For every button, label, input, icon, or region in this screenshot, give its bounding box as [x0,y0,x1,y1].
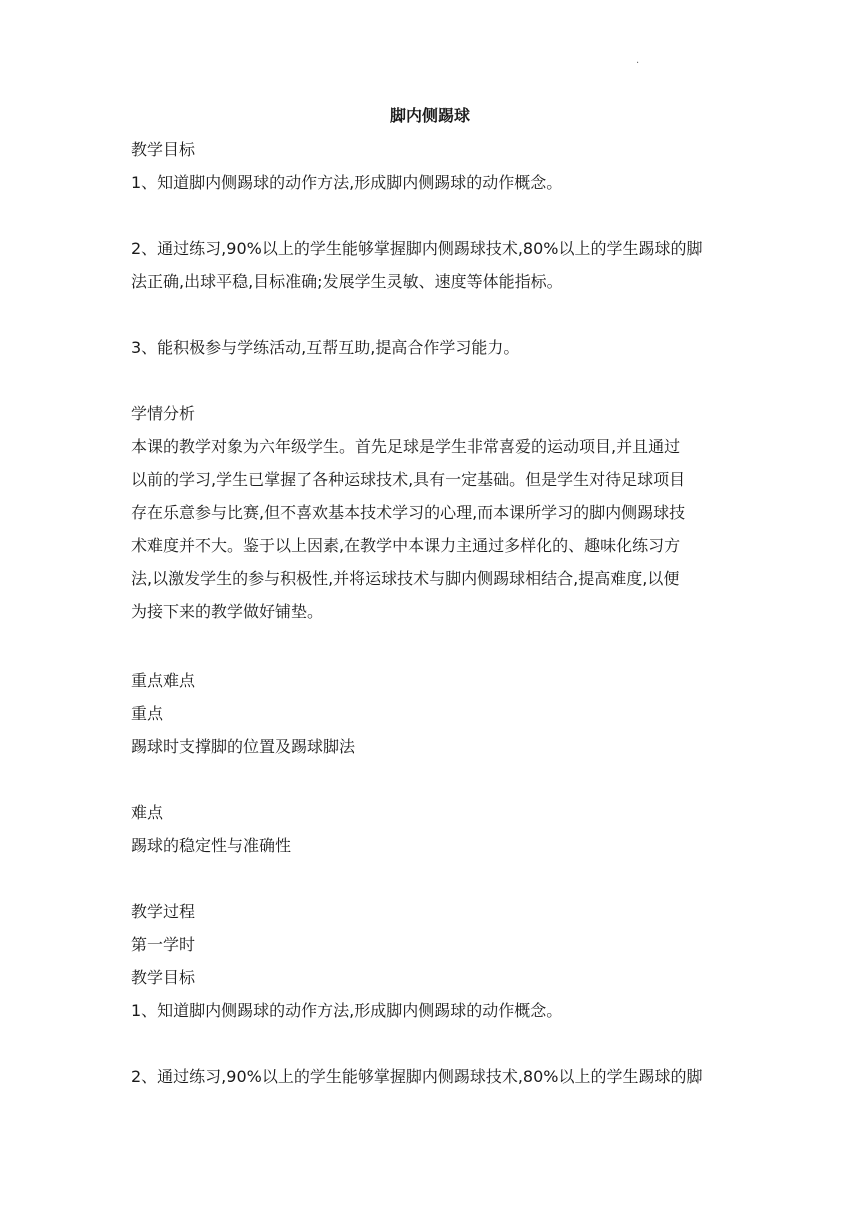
subheading-key-point: 重点 [131,704,164,723]
section-heading-key-points: 重点难点 [131,671,196,690]
analysis-paragraph-line-3: 存在乐意参与比赛,但不喜欢基本技术学习的心理,而本课所学习的脚内侧踢球技 [131,503,686,522]
document-title: 脚内侧踢球 [389,106,470,125]
objective-item-3: 3、能积极参与学练活动,互帮互助,提高合作学习能力。 [131,338,520,357]
objective-item-2-line-2: 法正确,出球平稳,目标准确;发展学生灵敏、速度等体能指标。 [131,272,563,291]
difficulty-text: 踢球的稳定性与准确性 [131,836,292,855]
key-point-text: 踢球时支撑脚的位置及踢球脚法 [131,737,356,756]
subheading-lesson-objectives: 教学目标 [131,968,196,987]
section-heading-objectives: 教学目标 [131,140,196,159]
analysis-paragraph-line-5: 法,以激发学生的参与积极性,并将运球技术与脚内侧踢球相结合,提高难度,以便 [131,569,680,588]
analysis-paragraph-line-4: 术难度并不大。鉴于以上因素,在教学中本课力主通过多样化的、趣味化练习方 [131,536,681,555]
section-heading-analysis: 学情分析 [131,404,196,423]
section-heading-process: 教学过程 [131,902,196,921]
analysis-paragraph-line-6: 为接下来的教学做好铺垫。 [131,602,324,621]
objective-item-2-line-1: 2、通过练习,90%以上的学生能够掌握脚内侧踢球技术,80%以上的学生踢球的脚 [131,239,703,258]
subheading-difficulty: 难点 [131,803,164,822]
lesson-objective-item-1: 1、知道脚内侧踢球的动作方法,形成脚内侧踢球的动作概念。 [131,1001,563,1020]
analysis-paragraph-line-2: 以前的学习,学生已掌握了各种运球技术,具有一定基础。但是学生对待足球项目 [131,470,686,489]
header-mark: . [636,55,640,66]
lesson-objective-item-2-line-1: 2、通过练习,90%以上的学生能够掌握脚内侧踢球技术,80%以上的学生踢球的脚 [131,1067,703,1086]
objective-item-1: 1、知道脚内侧踢球的动作方法,形成脚内侧踢球的动作概念。 [131,173,563,192]
analysis-paragraph-line-1: 本课的教学对象为六年级学生。首先足球是学生非常喜爱的运动项目,并且通过 [131,437,681,456]
subheading-first-lesson: 第一学时 [131,935,196,954]
